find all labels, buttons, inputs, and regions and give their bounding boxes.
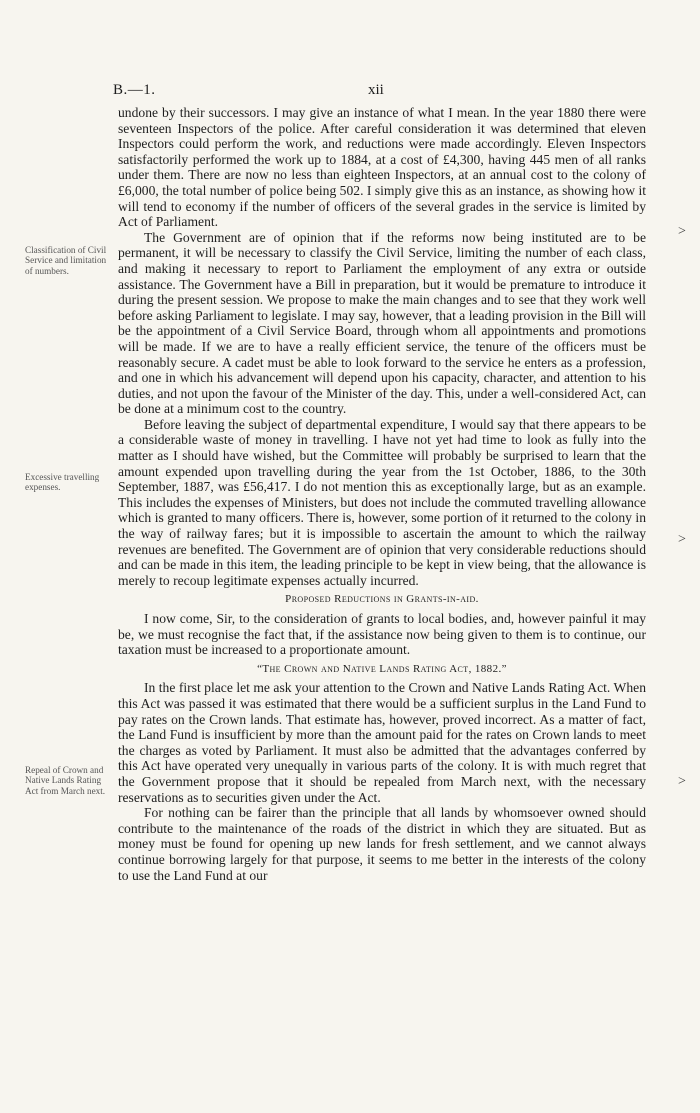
margin-tick-mark: >: [678, 224, 686, 239]
margin-note-classification: Classification of Civil Service and limitation of numbers.: [25, 245, 107, 276]
paragraph: For nothing can be fairer than the principle that all lands by whomsoever owned should contribute to the maintenance of the roads of the district in which they are situated. But as money must be found for opening up new lands for fresh settlement, and we cannot always continue borrowing largely for that purpose, it seems to me better in the interests of the colony to use the Land Fund at our: [118, 805, 646, 883]
section-heading: Proposed Reductions in Grants-in-aid.: [285, 593, 479, 606]
section-heading: “The Crown and Native Lands Rating Act, 1882.”: [257, 662, 507, 675]
paragraph: Before leaving the subject of departmental expenditure, I would say that there appears to be a considerable waste of money in travelling. I have not yet had time to look as fully into the matter as I should have wished, but the Committee will probably be surprised to learn that the amount expended upon travelling during the year from the 1st October, 1886, to the 30th September, 1887, was £56,417. I do not mention this as exceptionally large, but as an example. This includes the expenses of Ministers, but does not include the commuted travelling allowance which is granted to many officers. There is, however, some portion of it returned to the colony in the way of railway fares; but it is impossible to ascertain the amount to which the railway revenues are benefited. The Government are of opinion that very considerable reductions should and can be made in this item, the leading principle to be kept in view being, that the allowance is merely to recoup legitimate expenses actually incurred.: [118, 416, 646, 588]
document-reference: B.—1.: [113, 82, 156, 98]
paragraph: The Government are of opinion that if the reforms now being instituted are to be permanent, it will be necessary to classify the Civil Service, limiting the number of each class, and making it necessary to report to Parliament the employment of any extra or outside assistance. The Government have a Bill in preparation, but it would be premature to introduce it during the present session. We propose to make the main changes and to see that they work well before asking Parliament to legislate. I may say, however, that a leading provision in the Bill will be the appointment of a Civil Service Board, through whom all appointments and promotions will be made. If we are to have a really efficient service, the tenure of the officers must be reasonably secure. A cadet must be able to look forward to the service he enters as a profession, and one in which his advancement will depend upon his capacity, character, and attention to his duties, and not upon the favour of the Minister of the day. This, under a well-considered Act, can be done at a minimum cost to the country.: [118, 229, 646, 417]
margin-note-travelling: Excessive travelling expenses.: [25, 472, 100, 493]
paragraph: undone by their successors. I may give an instance of what I mean. In the year 1880 there were seventeen Inspectors of the police. After careful consideration it was determined that eleven Inspectors could perform the work, and reductions were made accordingly. Eleven Inspectors satisfactorily performed the work up to 1884, at a cost of £4,300, having 445 men of all ranks under them. There are now no less than eighteen Inspectors, at an annual cost to the colony of £6,000, the total number of police being 502. I simply give this as an instance, as showing how it will tend to economy if the number of officers of the several grades in the service is limited by Act of Parliament.: [118, 105, 646, 230]
margin-note-repeal: Repeal of Crown and Native Lands Rating Act from March next.: [25, 765, 106, 796]
body-text: [118, 105, 646, 883]
margin-tick-mark: >: [678, 532, 686, 547]
paragraph: In the first place let me ask your attention to the Crown and Native Lands Rating Act. When this Act was passed it was estimated that there would be a sufficient surplus in the Land Fund to pay rates on the Crown lands. That estimate has, however, proved incorrect. As a matter of fact, the Land Fund is insufficient by more than the amount paid for the rates on Crown lands to meet the charges as voted by Parliament. It must also be admitted that the advantages conferred by this Act have operated very unequally in various parts of the colony. It is with much regret that the Government propose that it should be repealed from March next, with the necessary reservations as to securities given under the Act.: [118, 680, 646, 805]
page-number: xii: [368, 82, 384, 98]
margin-tick-mark: >: [678, 774, 686, 789]
paragraph: I now come, Sir, to the consideration of grants to local bodies, and, however painful it may be, we must recognise the fact that, if the assistance now being given to them is to continue, our taxation must be increased to a proportionate amount.: [118, 611, 646, 658]
